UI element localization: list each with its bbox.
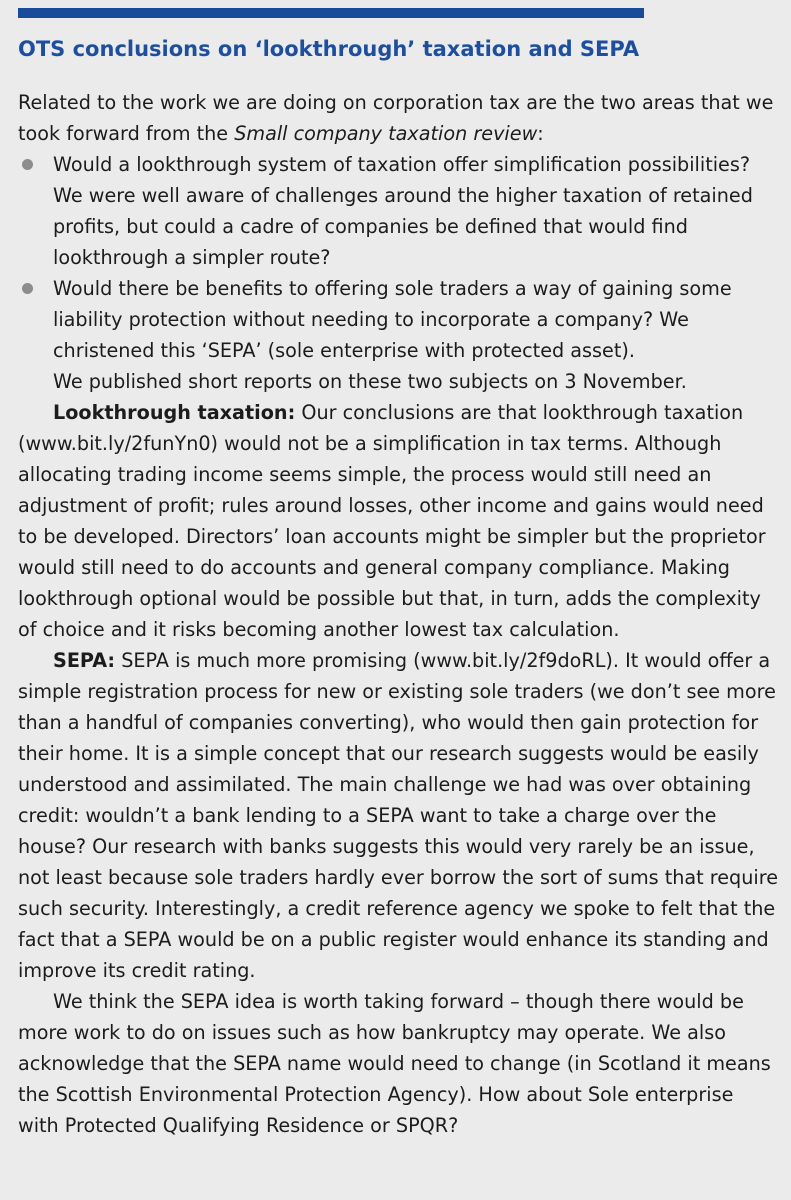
published-paragraph: We published short reports on these two subjects on 3 November. [53,370,687,393]
sepa-paragraph [18,645,778,986]
closing-paragraph: We think the SEPA idea is worth taking forward – though there would be more work to do on issues such as how bankruptcy may operate. We also acknowledge that the SEPA name would need to change (in Scotland it means the Scottish Environmental Protection Agency). How about Sole enterprise with Protected Qualifying Residence or SPQR? [18,990,771,1137]
intro-text-after: : [537,122,544,145]
top-rule [18,8,644,18]
lookthrough-paragraph [18,397,778,645]
bullet-text: Would there be benefits to offering sole traders a way of gaining some liability protection without needing to incorporate a company? We christened this ‘SEPA’ (sole enterprise with protected asset). [53,277,732,362]
article-body [18,87,778,1141]
bullet-icon [22,159,33,170]
intro-paragraph [18,87,778,149]
bullet-icon [22,283,33,294]
sepa-text: SEPA is much more promising (www.bit.ly/2f9doRL). It would offer a simple registration process for new or existing sole traders (we don’t see more than a handful of companies converting), who would then gain protection for their home. It is a simple concept that our research suggests would be easily understood and assimilated. The main challenge we had was over obtaining credit: wouldn’t a bank lending to a SEPA want to take a charge over the house? Our research with banks suggests this would very rarely be an issue, not least because sole traders hardly ever borrow the sort of sums that require such security. Interestingly, a credit reference agency we spoke to felt that the fact that a SEPA would be on a public register would enhance its standing and improve its credit rating. [18,649,779,982]
bullet-text: Would a lookthrough system of taxation offer simplification possibilities? We were well aware of challenges around the higher taxation of retained profits, but could a cadre of companies be defined that would find lookthrough a simpler route? [53,153,753,269]
list-item [18,149,778,273]
bullet-list [18,149,778,366]
intro-text-before: Related to the work we are doing on corporation tax are the two areas that we took forward from the [18,91,774,145]
sepa-label: SEPA: [53,649,116,672]
lookthrough-text: Our conclusions are that lookthrough taxation (www.bit.ly/2funYn0) would not be a simplification in tax terms. Although allocating trading income seems simple, the process would still need an adjustment of profit; rules around losses, other income and gains would need to be developed. Directors’ loan accounts might be simpler but the proprietor would still need to do accounts and general company compliance. Making lookthrough optional would be possible but that, in turn, adds the complexity of choice and it risks becoming another lowest tax calculation. [18,401,766,641]
lookthrough-label: Lookthrough taxation: [53,401,296,424]
box-title: OTS conclusions on ‘lookthrough’ taxation and SEPA [18,37,640,61]
list-item [18,273,778,366]
intro-emphasis: Small company taxation review [234,122,538,145]
